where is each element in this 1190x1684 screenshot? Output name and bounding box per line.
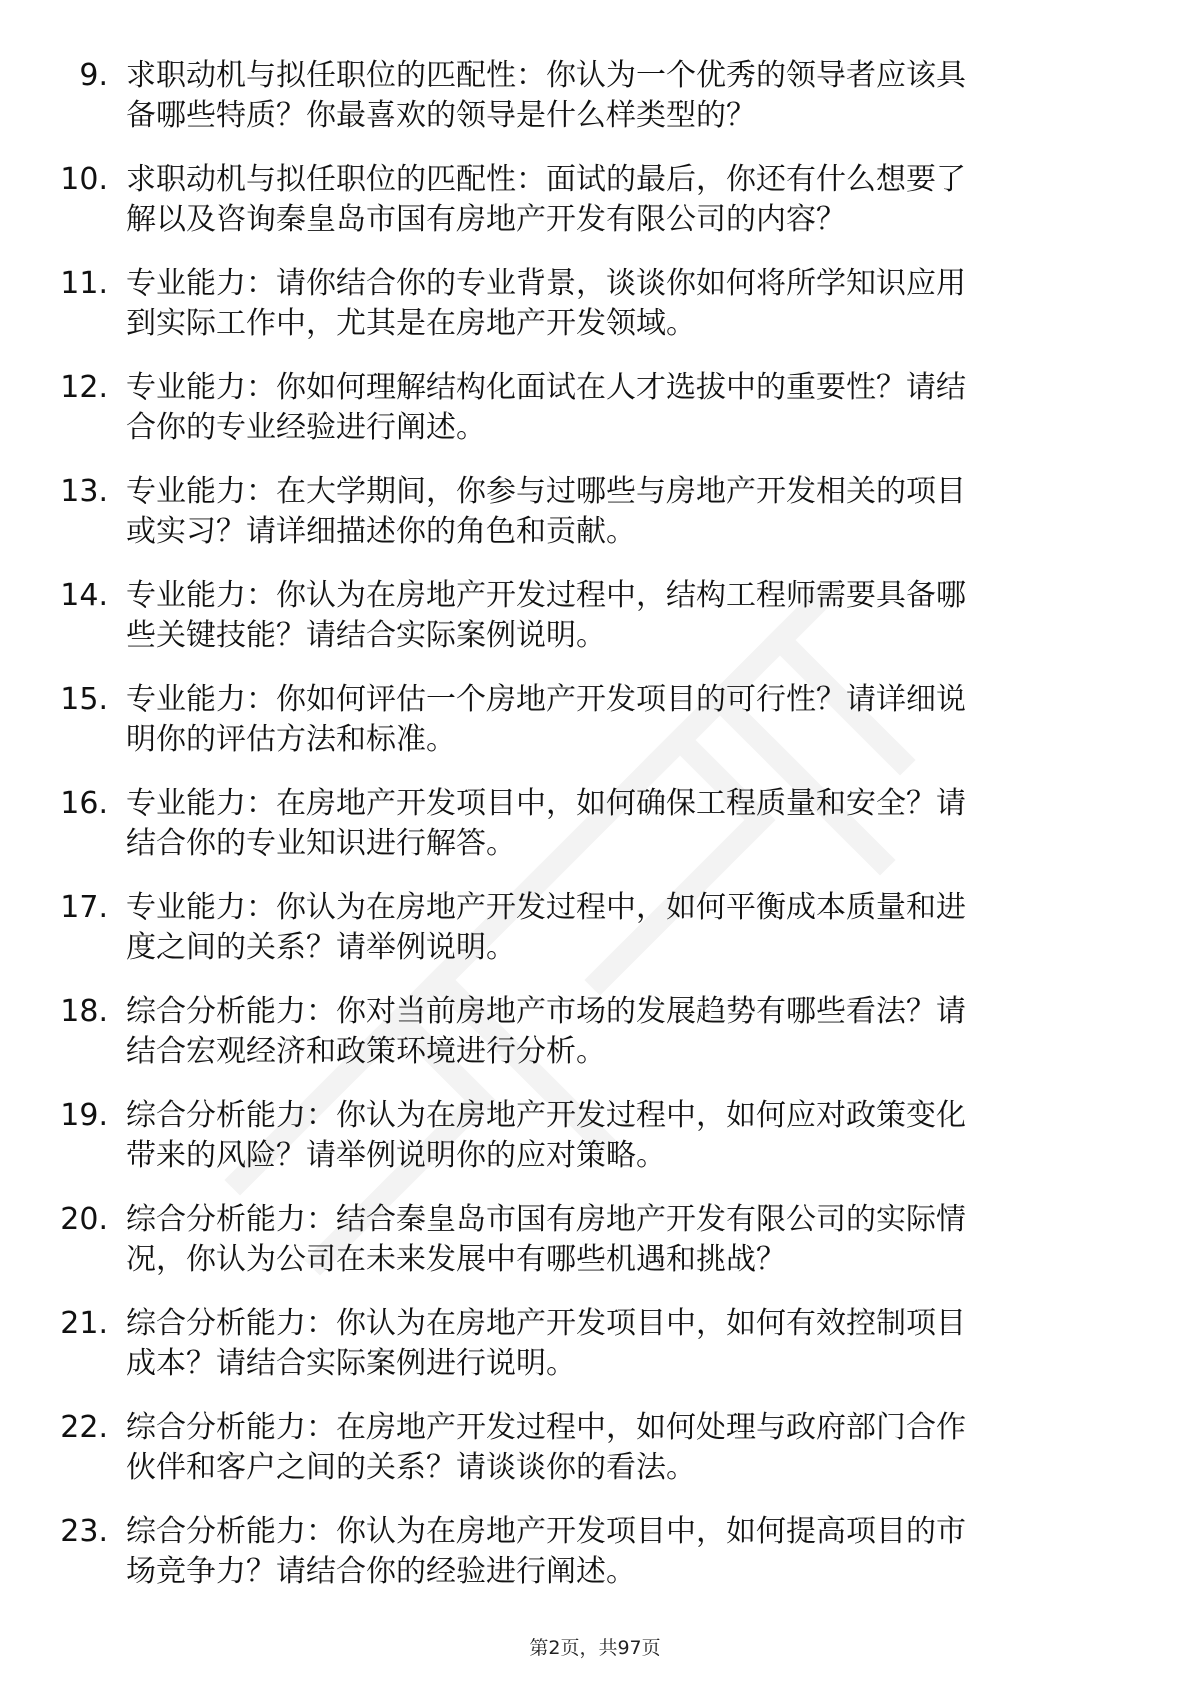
question-text <box>126 1200 1126 1280</box>
question-line: 综合分析能力：你认为在房地产开发项目中，如何有效控制项目 <box>126 1306 966 1341</box>
question-line: 到实际工作中，尤其是在房地产开发领域。 <box>126 306 696 341</box>
question-number: 23. <box>60 1514 108 1549</box>
list-item <box>0 576 1190 680</box>
question-line: 综合分析能力：你认为在房地产开发项目中，如何提高项目的市 <box>126 1514 966 1549</box>
question-line: 明你的评估方法和标准。 <box>126 722 456 757</box>
question-number: 16. <box>60 786 108 821</box>
question-line: 伙伴和客户之间的关系？请谈谈你的看法。 <box>126 1450 696 1485</box>
page-number: 第2页，共97页 <box>529 1637 661 1659</box>
question-text <box>126 264 1126 344</box>
question-line: 些关键技能？请结合实际案例说明。 <box>126 618 606 653</box>
question-line: 专业能力：你认为在房地产开发过程中，结构工程师需要具备哪 <box>126 578 966 613</box>
question-line: 综合分析能力：你对当前房地产市场的发展趋势有哪些看法？请 <box>126 994 966 1029</box>
question-number: 22. <box>60 1410 108 1445</box>
question-number: 17. <box>60 890 108 925</box>
question-number: 20. <box>60 1202 108 1237</box>
question-number: 14. <box>60 578 108 613</box>
question-line: 场竞争力？请结合你的经验进行阐述。 <box>126 1554 636 1589</box>
list-item <box>0 888 1190 992</box>
question-line: 专业能力：在大学期间，你参与过哪些与房地产开发相关的项目 <box>126 474 966 509</box>
question-text <box>126 784 1126 864</box>
list-item <box>0 992 1190 1096</box>
question-line: 合你的专业经验进行阐述。 <box>126 410 486 445</box>
question-line: 度之间的关系？请举例说明。 <box>126 930 516 965</box>
question-line: 结合宏观经济和政策环境进行分析。 <box>126 1034 606 1069</box>
question-line: 况，你认为公司在未来发展中有哪些机遇和挑战？ <box>126 1242 786 1277</box>
list-item <box>0 368 1190 472</box>
question-line: 专业能力：你如何理解结构化面试在人才选拔中的重要性？请结 <box>126 370 966 405</box>
question-line: 专业能力：你认为在房地产开发过程中，如何平衡成本质量和进 <box>126 890 966 925</box>
question-text <box>126 992 1126 1072</box>
list-item <box>0 56 1190 160</box>
list-item <box>0 1512 1190 1616</box>
question-text <box>126 1304 1126 1384</box>
question-line: 带来的风险？请举例说明你的应对策略。 <box>126 1138 666 1173</box>
question-number: 12. <box>60 370 108 405</box>
question-number: 11. <box>60 266 108 301</box>
list-item <box>0 784 1190 888</box>
question-line: 备哪些特质？你最喜欢的领导是什么样类型的？ <box>126 98 756 133</box>
question-line: 结合你的专业知识进行解答。 <box>126 826 516 861</box>
question-line: 综合分析能力：你认为在房地产开发过程中，如何应对政策变化 <box>126 1098 966 1133</box>
list-item <box>0 1096 1190 1200</box>
list-item <box>0 472 1190 576</box>
list-item <box>0 1200 1190 1304</box>
question-number: 13. <box>60 474 108 509</box>
list-item <box>0 1408 1190 1512</box>
question-number: 15. <box>60 682 108 717</box>
question-text <box>126 888 1126 968</box>
question-text <box>126 680 1126 760</box>
question-text <box>126 56 1126 136</box>
question-line: 成本？请结合实际案例进行说明。 <box>126 1346 576 1381</box>
question-line: 专业能力：在房地产开发项目中，如何确保工程质量和安全？请 <box>126 786 966 821</box>
question-line: 求职动机与拟任职位的匹配性：你认为一个优秀的领导者应该具 <box>126 58 966 93</box>
question-text <box>126 1512 1126 1592</box>
list-item <box>0 1304 1190 1408</box>
question-text <box>126 368 1126 448</box>
question-number: 9. <box>79 58 108 93</box>
question-line: 综合分析能力：结合秦皇岛市国有房地产开发有限公司的实际情 <box>126 1202 966 1237</box>
question-line: 综合分析能力：在房地产开发过程中，如何处理与政府部门合作 <box>126 1410 966 1445</box>
question-text <box>126 1408 1126 1488</box>
list-item <box>0 160 1190 264</box>
question-line: 或实习？请详细描述你的角色和贡献。 <box>126 514 636 549</box>
question-line: 求职动机与拟任职位的匹配性：面试的最后，你还有什么想要了 <box>126 162 966 197</box>
list-item <box>0 680 1190 784</box>
question-line: 专业能力：你如何评估一个房地产开发项目的可行性？请详细说 <box>126 682 966 717</box>
question-text <box>126 576 1126 656</box>
question-number: 19. <box>60 1098 108 1133</box>
question-text <box>126 160 1126 240</box>
list-item <box>0 264 1190 368</box>
question-line: 解以及咨询秦皇岛市国有房地产开发有限公司的内容？ <box>126 202 846 237</box>
question-list <box>0 56 1190 1616</box>
question-text <box>126 1096 1126 1176</box>
question-number: 10. <box>60 162 108 197</box>
question-line: 专业能力：请你结合你的专业背景，谈谈你如何将所学知识应用 <box>126 266 966 301</box>
question-number: 21. <box>60 1306 108 1341</box>
question-text <box>126 472 1126 552</box>
question-number: 18. <box>60 994 108 1029</box>
